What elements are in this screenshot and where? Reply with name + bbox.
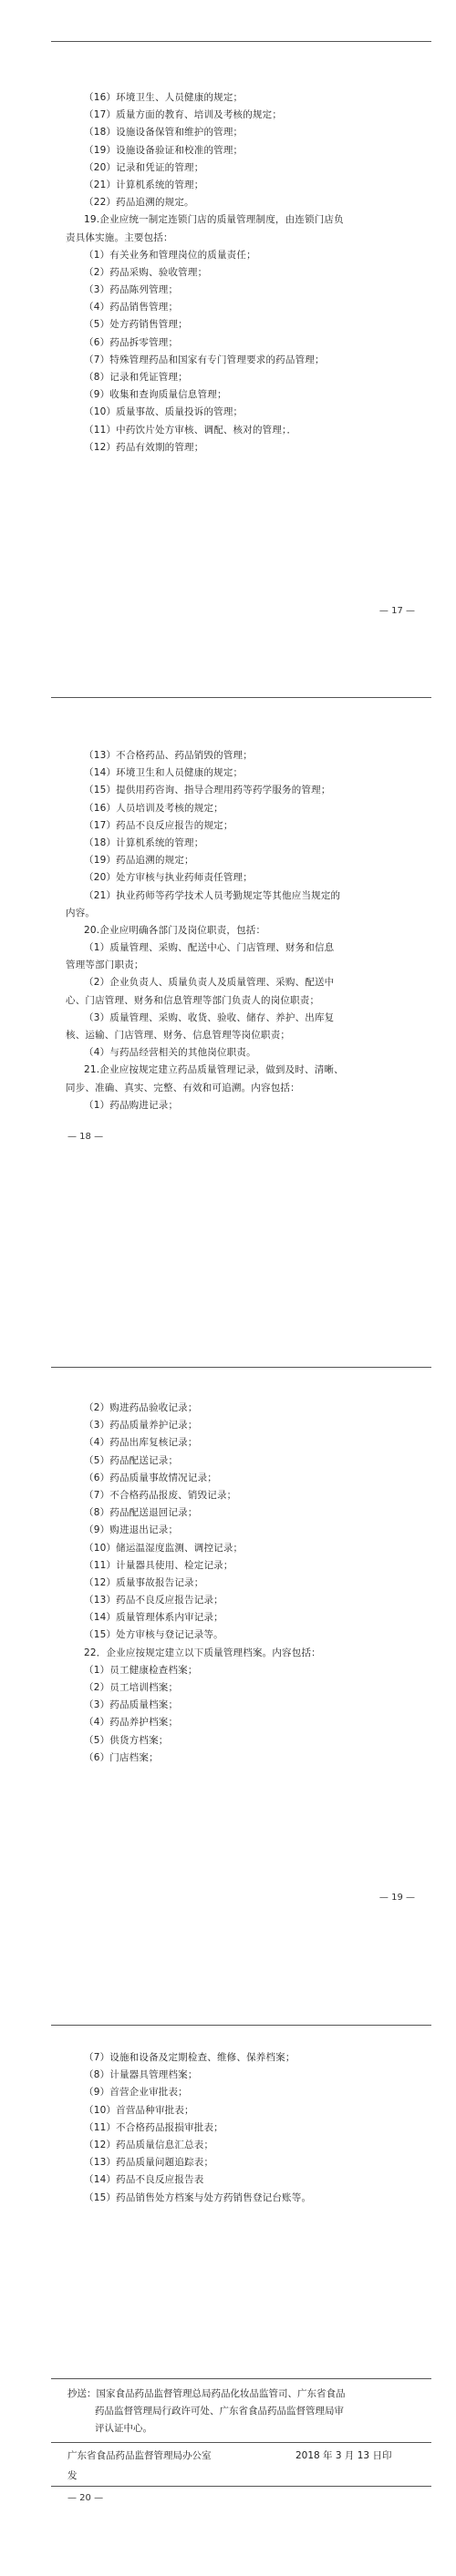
list-item: （3）药品陈列管理； [84,284,179,296]
list-item: （16）环境卫生、人员健康的规定； [84,92,244,103]
list-item: （21）执业药师等药学技术人员考勤规定等其他应当规定的 [84,889,341,901]
list-item: （13）药品不良反应报告记录； [84,1595,223,1606]
issuer: 广东省食品药品监督管理局办公室 [67,2450,212,2461]
list-item: （7）设施和设备及定期检查、维修、保养档案； [84,2052,295,2063]
list-item: （9）首营企业审批表； [84,2087,188,2099]
list-item: （20）处方审核与执业药师责任管理； [84,872,253,884]
list-item: （4）药品出库复核记录； [84,1437,198,1449]
page-number: — 18 — [67,1132,104,1142]
issuer-cont: 发 [67,2470,78,2481]
list-item: （14）环境卫生和人员健康的规定； [84,767,244,779]
list-item: （1）药品购进记录； [84,1099,179,1111]
paragraph-22: 22．企业应按规定建立以下质量管理档案。内容包括： [84,1647,321,1658]
list-item: （3）质量管理、采购、收货、验收、储存、养护、出库复 [84,1011,335,1023]
page-top-divider [51,2025,431,2026]
list-item: （19）药品追溯的规定； [84,855,194,867]
page-17 [0,0,456,656]
list-item: （2）药品采购、验收管理； [84,266,208,278]
list-item: （11）中药饮片处方审核、调配、核对的管理；． [84,424,297,436]
list-item: （22）药品追溯的规定。 [84,197,194,209]
page-17-content [66,89,430,457]
list-item: （3）药品质量养护记录； [84,1420,198,1432]
list-item: （15）提供用药咨询、指导合理用药等药学服务的管理； [84,785,331,796]
list-item: （1）质量管理、采购、配送中心、门店管理、财务和信息 [84,942,335,954]
list-item: （12）药品质量信息汇总表； [84,2139,214,2150]
list-item: （5）药品配送记录； [84,1454,179,1466]
list-item: （2）员工培训档案； [84,1682,179,1693]
list-item: （13）不合格药品、药品销毁的管理； [84,750,253,761]
issue-date: 2018 年 3 月 13 日印 [295,2450,392,2461]
page-20 [0,1968,456,2576]
cc-line: 药品监督管理局行政许可处、广东省食品药品监督管理局审 [95,2406,344,2417]
issuer-row [67,2448,432,2465]
page-number: — 20 — [67,2493,104,2503]
list-item: （2）企业负责人、质量负责人及质量管理、采购、配送中 [84,977,335,989]
list-item: （14）药品不良反应报告表 [84,2174,204,2186]
cc-line: 评认证中心。 [95,2423,152,2434]
paragraph-19: 19.企业应统一制定连锁门店的质量管理制度，由连锁门店负 [84,214,344,226]
list-item: （9）收集和查询质量信息管理； [84,389,227,401]
cc-bottom-divider [51,2442,431,2443]
issuer-row-cont [67,2468,432,2485]
list-item: （17）药品不良反应报告的规定； [84,819,233,831]
page-number: — 19 — [378,1893,415,1903]
list-item: （5）供货方档案； [84,1734,169,1746]
list-item-cont: 管理等部门职责； [66,960,144,971]
page-top-divider [51,697,431,698]
list-item: （20）记录和凭证的管理； [84,161,204,173]
cc-top-divider [51,2378,431,2379]
page-19-content [84,1400,430,1767]
page-19 [0,1312,456,1968]
page-18-content [66,747,430,1114]
list-item: （16）人员培训及考核的规定； [84,802,223,814]
list-item: （10）质量事故、质量投诉的管理； [84,406,244,418]
cc-line: 抄送：国家食品药品监督管理总局药品化妆品监管司、广东省食品 [67,2388,346,2399]
list-item: （6）药品质量事故情况记录； [84,1472,217,1483]
list-item: （18）设施设备保管和维护的管理； [84,127,244,139]
page-top-divider [51,41,431,42]
list-item: （4）与药品经营相关的其他岗位职责。 [84,1047,256,1059]
list-item: （7）不合格药品报废、销毁记录； [84,1489,237,1501]
list-item: （1）员工健康检查档案； [84,1664,198,1676]
list-item: （8）药品配送退回记录； [84,1507,198,1519]
list-item: （18）计算机系统的管理； [84,836,204,848]
list-item: （12）质量事故报告记录； [84,1576,204,1588]
list-item: （15）药品销售处方档案与处方药销售登记台账等。 [84,2191,312,2203]
list-item-cont: 心、门店管理、财务和信息管理等部门负责人的岗位职责； [66,994,320,1006]
list-item: （3）药品质量档案； [84,1699,179,1711]
list-item: （17）质量方面的教育、培训及考核的规定； [84,109,283,121]
page-top-divider [51,1367,431,1368]
page-18 [0,656,456,1312]
list-item-cont: 内容。 [66,907,96,919]
list-item-cont: 核、运输、门店管理、财务、信息管理等岗位职责； [66,1030,291,1041]
list-item: （5）处方药销售管理； [84,319,188,331]
list-item: （14）质量管理体系内审记录； [84,1612,223,1624]
list-item: （4）药品销售管理； [84,302,179,313]
issuer-bottom-divider [51,2486,431,2487]
paragraph-21-cont: 同步、准确、真实、完整、有效和可追溯。内容包括： [66,1082,300,1093]
paragraph-21: 21.企业应按规定建立药品质量管理记录，做到及时、清晰、 [84,1064,344,1076]
paragraph-19-cont: 责具体实施。主要包括： [66,231,173,243]
list-item: （8）计量器具管理档案； [84,2069,198,2081]
list-item: （15）处方审核与登记记录等。 [84,1629,223,1641]
list-item: （8）记录和凭证管理； [84,372,188,383]
page-number: — 17 — [378,606,415,616]
list-item: （21）计算机系统的管理； [84,179,204,190]
cc-block [67,2386,432,2437]
list-item: （10）储运温湿度监测、调控记录； [84,1542,244,1554]
list-item: （11）不合格药品报损审批表； [84,2121,223,2133]
list-item: （9）购进退出记录； [84,1524,179,1536]
page-20-content [84,2049,430,2207]
list-item: （12）药品有效期的管理； [84,441,204,453]
paragraph-20: 20.企业应明确各部门及岗位职责，包括： [84,924,266,936]
list-item: （2）购进药品验收记录； [84,1402,198,1413]
list-item: （13）药品质量问题追踪表； [84,2157,214,2169]
list-item: （6）药品拆零管理； [84,336,179,348]
list-item: （4）药品养护档案； [84,1717,179,1729]
list-item: （19）设施设备验证和校准的管理； [84,144,244,156]
list-item: （11）计量器具使用、检定记录； [84,1559,233,1571]
list-item: （7）特殊管理药品和国家有专门管理要求的药品管理； [84,354,325,365]
list-item: （6）门店档案； [84,1751,159,1763]
list-item: （10）首营品种审批表； [84,2104,194,2116]
list-item: （1）有关业务和管理岗位的质量责任； [84,249,256,261]
